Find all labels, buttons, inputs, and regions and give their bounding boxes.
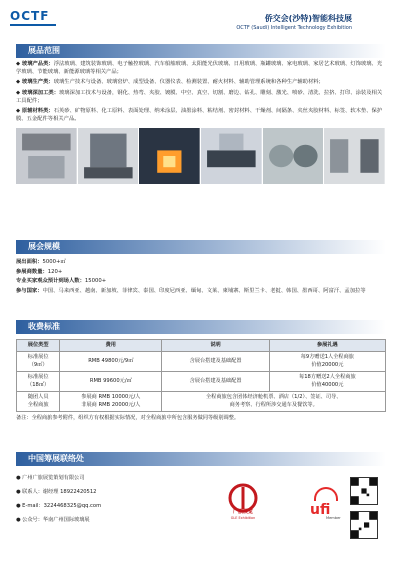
photo-processing-line	[201, 128, 262, 184]
product-line: ◆ 玻璃产品类：浮法玻璃、建筑装饰玻璃、电子触控玻璃、汽车船舶玻璃、太阳能光伏玻璃、日用玻璃、瓶罐玻璃、家电玻璃、家居艺术玻璃、灯饰玻璃、光学玻璃、节能玻璃、新能源玻璃等相关产品；	[16, 61, 383, 75]
wechat-qr-code	[350, 477, 378, 505]
page-header	[0, 0, 400, 38]
product-line: ◆ 玻璃深加工类：玻璃深加工技术与设备，钢化、热弯、夹胶、镀膜、中空、真空、切割、磨边、钻孔、雕刻、激光、喷砂、清洗、拉挤、打印、涂装及相关工具配件；	[16, 90, 383, 104]
fee-table-header: 费用	[60, 340, 162, 352]
contact-block	[16, 471, 386, 559]
contact-wechat: ● 公众号：华南广州国际玻璃展	[16, 517, 90, 523]
contact-company: ● 广州广旅展览策划有限公司	[16, 475, 85, 481]
stat-visitors: 专业买家观众预计到场人数：15000+	[16, 278, 107, 285]
fees-section	[16, 320, 386, 422]
exhibition-title-en: OCTF (Saudi) Intelligent Technology Exhibition	[236, 25, 352, 31]
photo-furnace	[139, 128, 200, 184]
octf-logo: OCTF	[10, 9, 50, 23]
product-photos	[16, 128, 386, 184]
ufi-logo-text: ufi	[310, 502, 331, 518]
fee-cell: 含展台搭建及基础配置	[162, 352, 269, 372]
table-row	[17, 352, 386, 372]
fee-table	[16, 339, 386, 412]
photo-glass-rack	[78, 128, 139, 184]
product-line: ◆ 原辅材料类：石英砂、矿物原料、化工原料、表面处理、纳米涂层、油墨涂料、粘结剂、密封材料、干燥剂、间隔条、夹丝夹胶材料、标签、软木垫、保护膜、五金配件等相关产品。	[16, 108, 383, 123]
stat-area: 展出面积：5000+㎡	[16, 259, 66, 265]
fee-note: 备注：全程商旅参考附件，组织方有权根据实际情况，对全程商旅中所包含服务做同等级别调整。	[16, 415, 240, 421]
contact-person: ● 联系人：谢经理 18922420512	[16, 489, 97, 495]
stat-exhibitors: 参展商数量：120+	[16, 268, 63, 275]
photo-raw-materials	[263, 128, 324, 184]
fee-cell: 每18方赠送2人全程商旅 价值40000元	[269, 372, 385, 392]
fee-cell: 随团人员 全程商旅	[17, 392, 60, 412]
contact-section	[16, 452, 386, 466]
fee-cell: 全程商旅包含团体经济舱机票、酒店（1/2）、签证、司导、 商务考察、行程所涉交通车及餐饮等。	[162, 392, 386, 412]
product-line: ◆ 玻璃生产类：玻璃生产技术与设备、玻璃窑炉、成型设备、仪器仪表、检测装置、耐火材料、辅助管理系统和各种生产辅助材料；	[16, 79, 324, 86]
table-row	[17, 392, 386, 412]
logo-underline	[10, 24, 56, 26]
gle-logo	[224, 481, 262, 525]
products-section-header: 展品范围	[16, 44, 386, 58]
photo-accessories	[324, 128, 385, 184]
fee-table-header: 参展礼遇	[269, 340, 385, 352]
products-section	[16, 44, 386, 184]
ufi-member-text: Member	[326, 516, 341, 520]
fee-cell: 标准展位 （18㎡）	[17, 372, 60, 392]
fee-table-header: 展位类型	[17, 340, 60, 352]
scale-section-header: 展会规模	[16, 240, 386, 254]
fee-cell: RMB 49800元/9㎡	[60, 352, 162, 372]
official-qr-code	[350, 511, 378, 539]
fee-cell: 含展台搭建及基础配置	[162, 372, 269, 392]
fee-cell: RMB 99600元/㎡	[60, 372, 162, 392]
fee-cell: 标准展位 （9㎡）	[17, 352, 60, 372]
stat-countries: 参与国家：中国、马来西亚、越南、新加坡、菲律宾、泰国、印度尼西亚、缅甸、文莱、柬埔寨、斯里兰卡、老挝、韩国、墨西哥、阿富汗、孟加拉等	[16, 288, 366, 295]
fee-cell: 参展商 RMB 10000元/人 非展商 RMB 20000元/人	[60, 392, 162, 412]
fee-cell: 每9方赠送1人全程商旅 价值20000元	[269, 352, 385, 372]
exhibition-title-cn: 侨交会(沙特)智能科技展	[264, 14, 352, 23]
contact-section-header: 中国筹展联络处	[16, 452, 386, 466]
table-row	[17, 372, 386, 392]
stats-list	[16, 259, 386, 296]
ufi-logo	[308, 485, 346, 525]
contact-email: ● E-mail：3224468325@qq.com	[16, 503, 102, 509]
gle-logo-subtext: GLE Exhibition	[230, 516, 256, 520]
scale-section	[16, 240, 386, 298]
fees-section-header: 收费标准	[16, 320, 386, 334]
fee-table-header: 说明	[162, 340, 269, 352]
photo-glass-panels	[16, 128, 77, 184]
gle-logo-text: 广旅展览	[232, 509, 253, 515]
